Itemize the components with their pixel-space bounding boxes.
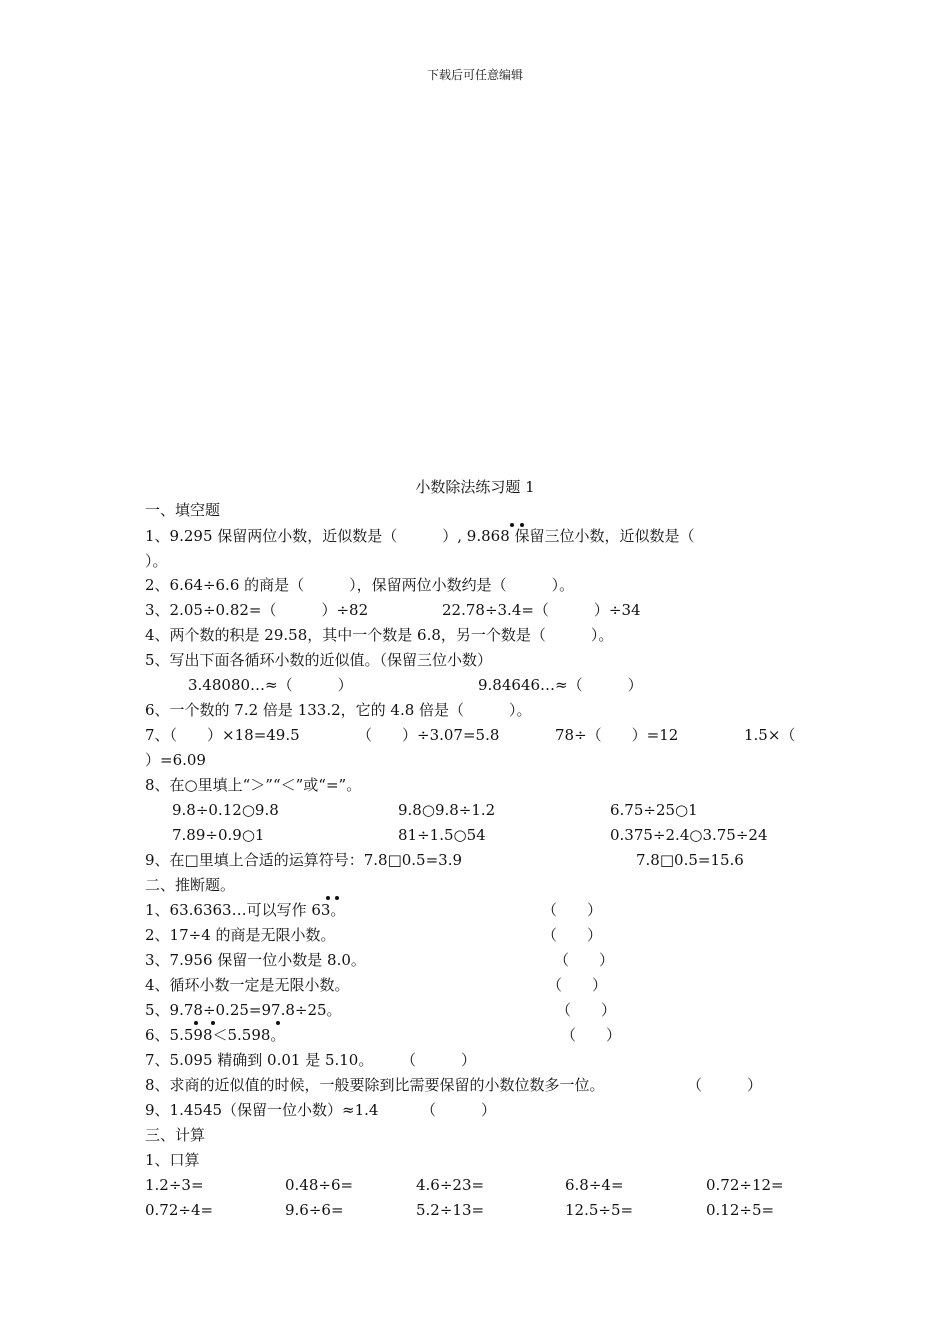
header-note: 下载后可任意编辑 xyxy=(426,68,523,82)
question-4: 4、两个数的积是 29.58，其中一个数是 6.8，另一个数是（ ）。 xyxy=(145,626,614,644)
calc-item: 12.5÷5= xyxy=(565,1201,634,1219)
calc-item: 0.48÷6= xyxy=(285,1176,354,1194)
calc-item: 0.72÷4= xyxy=(145,1201,214,1219)
judge-item: 8、求商的近似值的时候，一般要除到比需要保留的小数位数多一位。 xyxy=(145,1076,605,1094)
calc-item: 5.2÷13= xyxy=(416,1201,485,1219)
compare-item: 6.75÷25○1 xyxy=(610,801,698,819)
judge-item: 6、5.598＜5.598。 xyxy=(145,1026,286,1044)
judge-item: 2、17÷4 的商是无限小数。 xyxy=(145,926,336,944)
answer-paren: （ ） xyxy=(542,901,603,919)
judge-item: 5、9.78÷0.25=97.8÷25。 xyxy=(145,1001,342,1019)
calc-item: 0.12÷5= xyxy=(706,1201,775,1219)
question-1-line-2: ）。 xyxy=(145,552,168,570)
judge-item: 1、63.6363…可以写作 63。 xyxy=(145,901,346,919)
repeating-dot xyxy=(520,523,524,527)
compare-item: 9.8÷0.12○9.8 xyxy=(172,801,279,819)
answer-paren: （ ） xyxy=(542,926,603,944)
compare-item: 81÷1.5○54 xyxy=(398,826,486,844)
repeating-dot xyxy=(211,1021,215,1025)
question-9a: 9、在□里填上合适的运算符号：7.8□0.5=3.9 xyxy=(145,851,463,869)
question-1-line-1: 1、9.295 保留两位小数，近似数是（ ）, 9.868 保留三位小数，近似数是（ xyxy=(145,527,695,545)
question-7b: （ ）÷3.07=5.8 xyxy=(357,726,500,744)
repeating-dot xyxy=(276,1021,280,1025)
compare-item: 9.8○9.8÷1.2 xyxy=(398,801,496,819)
answer-paren: （ ） xyxy=(547,976,608,994)
calc-item: 6.8÷4= xyxy=(565,1176,624,1194)
compare-item: 0.375÷2.4○3.75÷24 xyxy=(610,826,768,844)
subheading: 1、口算 xyxy=(145,1151,200,1169)
answer-paren: （ ） xyxy=(556,1001,617,1019)
question-3a: 3、2.05÷0.82=（ ）÷82 xyxy=(145,601,369,619)
compare-item: 7.89÷0.9○1 xyxy=(172,826,265,844)
judge-item: 7、5.095 精确到 0.01 是 5.10。 xyxy=(145,1051,374,1069)
question-5a: 3.48080…≈（ ） xyxy=(188,676,353,694)
answer-paren: （ ） xyxy=(421,1101,497,1119)
answer-paren: （ ） xyxy=(401,1051,477,1069)
calc-item: 9.6÷6= xyxy=(285,1201,344,1219)
calc-item: 4.6÷23= xyxy=(416,1176,485,1194)
question-9b: 7.8□0.5=15.6 xyxy=(636,851,744,869)
judge-item: 9、1.4545（保留一位小数）≈1.4 xyxy=(145,1101,379,1119)
repeating-dot xyxy=(510,523,514,527)
question-8: 8、在○里填上“＞”“＜”或“=”。 xyxy=(145,776,362,794)
question-7e: ）=6.09 xyxy=(145,751,206,769)
answer-paren: （ ） xyxy=(687,1076,763,1094)
answer-paren: （ ） xyxy=(561,1026,622,1044)
question-7a: 7、（ ）×18=49.5 xyxy=(145,726,300,744)
question-2: 2、6.64÷6.6 的商是（ ），保留两位小数约是（ ）。 xyxy=(145,576,575,594)
repeating-dot xyxy=(326,896,330,900)
calc-item: 1.2÷3= xyxy=(145,1176,204,1194)
section-heading: 一、填空题 xyxy=(145,501,221,519)
judge-item: 3、7.956 保留一位小数是 8.0。 xyxy=(145,951,366,969)
question-3b: 22.78÷3.4=（ ）÷34 xyxy=(442,601,641,619)
answer-paren: （ ） xyxy=(554,951,615,969)
calc-item: 0.72÷12= xyxy=(706,1176,784,1194)
question-7d: 1.5×（ xyxy=(744,726,796,744)
question-5b: 9.84646…≈（ ） xyxy=(478,676,643,694)
question-7c: 78÷（ ）=12 xyxy=(555,726,679,744)
page-title: 小数除法练习题 1 xyxy=(415,478,535,496)
judge-item: 4、循环小数一定是无限小数。 xyxy=(145,976,350,994)
section-heading: 三、计算 xyxy=(145,1126,206,1144)
repeating-dot xyxy=(335,896,339,900)
section-heading: 二、推断题。 xyxy=(145,876,236,894)
question-5: 5、写出下面各循环小数的近似值。（保留三位小数） xyxy=(145,651,493,669)
repeating-dot xyxy=(194,1021,198,1025)
question-6: 6、一个数的 7.2 倍是 133.2，它的 4.8 倍是（ ）。 xyxy=(145,701,532,719)
